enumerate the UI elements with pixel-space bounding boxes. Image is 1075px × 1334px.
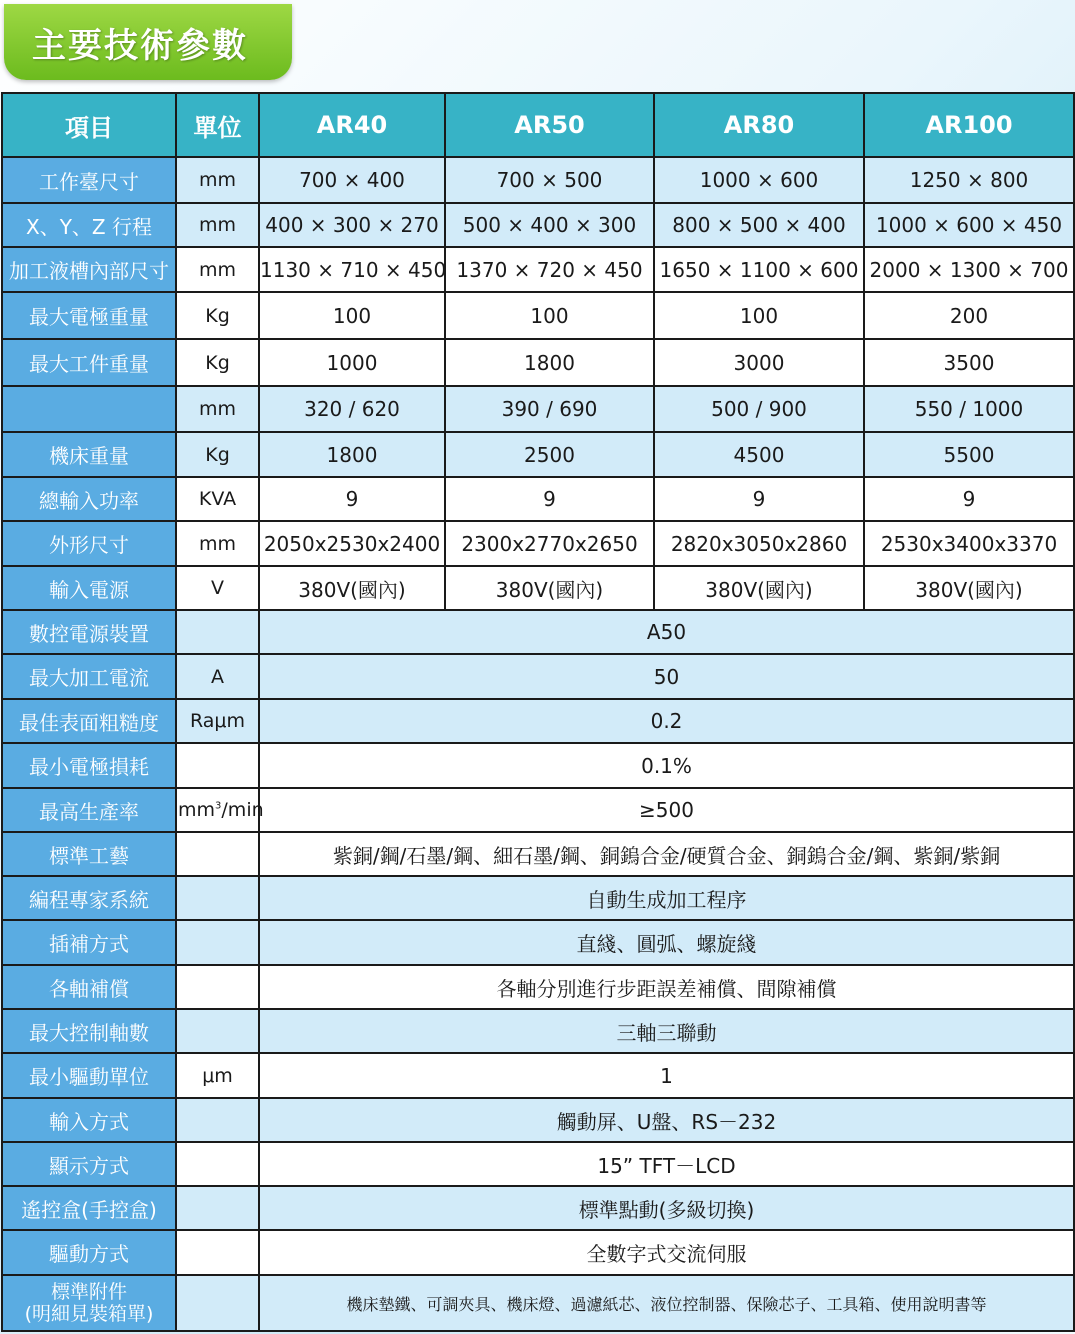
cell-value: 1370 × 720 × 450 xyxy=(445,247,654,292)
row-unit xyxy=(176,876,259,920)
cell-value: 380V(國內) xyxy=(864,566,1074,610)
row-unit: mm xyxy=(176,157,259,203)
row-unit xyxy=(176,1230,259,1275)
table-row xyxy=(2,965,1074,1009)
row-unit xyxy=(176,920,259,965)
merged-cell-value: 紫銅/鋼/石墨/鋼、細石墨/鋼、銅鎢合金/硬質合金、銅鎢合金/鋼、紫銅/紫銅 xyxy=(259,832,1074,876)
row-unit xyxy=(176,1275,259,1331)
row-unit xyxy=(176,1009,259,1053)
header-model-ar40: AR40 xyxy=(259,93,445,157)
merged-cell-value: 標準點動(多級切換) xyxy=(259,1186,1074,1230)
merged-cell-value: ≥500 xyxy=(259,788,1074,832)
cell-value: 2820x3050x2860 xyxy=(654,521,864,566)
cell-value: 1000 × 600 × 450 xyxy=(864,203,1074,247)
cell-value: 1000 × 600 xyxy=(654,157,864,203)
table-row xyxy=(2,566,1074,610)
section-title: 主要技術參數 xyxy=(32,25,248,66)
cell-value: 200 xyxy=(864,292,1074,339)
row-unit: mm xyxy=(176,386,259,432)
cell-value: 1800 xyxy=(445,339,654,386)
cell-value: 380V(國內) xyxy=(654,566,864,610)
row-unit xyxy=(176,1142,259,1186)
row-label-line1: 標準附件 xyxy=(50,1281,127,1303)
section-title-tab xyxy=(4,4,292,80)
cell-value: 550 / 1000 xyxy=(864,386,1074,432)
row-label: 最大電極重量 xyxy=(2,292,176,339)
table-row xyxy=(2,432,1074,477)
cell-value: 500 × 400 × 300 xyxy=(445,203,654,247)
merged-cell-value: 0.2 xyxy=(259,699,1074,743)
row-unit: A xyxy=(176,654,259,699)
merged-cell-value: 0.1% xyxy=(259,743,1074,788)
cell-value: 380V(國內) xyxy=(445,566,654,610)
merged-cell-value: 1 xyxy=(259,1053,1074,1098)
cell-value: 2050x2530x2400 xyxy=(259,521,445,566)
row-unit xyxy=(176,965,259,1009)
row-label xyxy=(2,386,176,432)
table-row xyxy=(2,654,1074,699)
merged-cell-value: 各軸分別進行步距誤差補償、間隙補償 xyxy=(259,965,1074,1009)
row-unit: Kg xyxy=(176,339,259,386)
row-unit xyxy=(176,1186,259,1230)
row-label: 各軸補償 xyxy=(2,965,176,1009)
table-row xyxy=(2,920,1074,965)
row-label: 外形尺寸 xyxy=(2,521,176,566)
table-row xyxy=(2,477,1074,521)
row-label-line2: (明細見裝箱單) xyxy=(24,1303,154,1325)
cell-value: 380V(國內) xyxy=(259,566,445,610)
row-label: 遙控盒(手控盒) xyxy=(2,1186,176,1230)
row-label: 總輸入功率 xyxy=(2,477,176,521)
row-label: 最高生產率 xyxy=(2,788,176,832)
table-row xyxy=(2,610,1074,654)
table-row xyxy=(2,292,1074,339)
cell-value: 2530x3400x3370 xyxy=(864,521,1074,566)
row-unit: μm xyxy=(176,1053,259,1098)
cell-value: 1130 × 710 × 450 xyxy=(259,247,445,292)
table-row xyxy=(2,832,1074,876)
row-label: 最大加工電流 xyxy=(2,654,176,699)
table-row xyxy=(2,247,1074,292)
row-unit: mm xyxy=(176,247,259,292)
row-label: 工作臺尺寸 xyxy=(2,157,176,203)
row-unit: Raμm xyxy=(176,699,259,743)
cell-value: 1000 xyxy=(259,339,445,386)
cell-value: 390 / 690 xyxy=(445,386,654,432)
row-unit xyxy=(176,610,259,654)
row-unit: Kg xyxy=(176,292,259,339)
cell-value: 100 xyxy=(259,292,445,339)
row-label: 加工液槽內部尺寸 xyxy=(2,247,176,292)
row-label: 數控電源裝置 xyxy=(2,610,176,654)
merged-cell-value: 50 xyxy=(259,654,1074,699)
merged-cell-value: A50 xyxy=(259,610,1074,654)
row-unit xyxy=(176,1098,259,1142)
row-unit: KVA xyxy=(176,477,259,521)
header-model-ar100: AR100 xyxy=(864,93,1074,157)
merged-cell-value: 直綫、圓弧、螺旋綫 xyxy=(259,920,1074,965)
table-row xyxy=(2,1009,1074,1053)
row-label: 機床重量 xyxy=(2,432,176,477)
table-row xyxy=(2,743,1074,788)
merged-cell-value: 機床墊鐵、可調夾具、機床燈、過濾紙芯、液位控制器、保險芯子、工具箱、使用說明書等 xyxy=(259,1275,1074,1331)
cell-value: 9 xyxy=(864,477,1074,521)
row-unit xyxy=(176,788,264,832)
cell-value: 2300x2770x2650 xyxy=(445,521,654,566)
cell-value: 500 / 900 xyxy=(654,386,864,432)
row-label: X、Y、Z 行程 xyxy=(2,203,176,247)
table-row xyxy=(2,1230,1074,1275)
merged-cell-value: 全數字式交流伺服 xyxy=(259,1230,1074,1275)
row-unit xyxy=(176,743,259,788)
cell-value: 9 xyxy=(654,477,864,521)
cell-value: 320 / 620 xyxy=(259,386,445,432)
cell-value: 1250 × 800 xyxy=(864,157,1074,203)
row-label: 輸入電源 xyxy=(2,566,176,610)
cell-value: 800 × 500 × 400 xyxy=(654,203,864,247)
cell-value: 2000 × 1300 × 700 xyxy=(864,247,1074,292)
table-row xyxy=(2,203,1074,247)
cell-value: 1650 × 1100 × 600 xyxy=(654,247,864,292)
table-row xyxy=(2,699,1074,743)
merged-cell-value: 觸動屏、U盤、RS－232 xyxy=(259,1098,1074,1142)
header-item: 項目 xyxy=(2,93,176,157)
unit-superscript: 3 xyxy=(215,800,222,812)
unit-tail: /min xyxy=(221,799,264,821)
row-label xyxy=(2,1275,176,1331)
row-unit xyxy=(176,832,259,876)
cell-value: 4500 xyxy=(654,432,864,477)
row-unit: V xyxy=(176,566,259,610)
row-label: 輸入方式 xyxy=(2,1098,176,1142)
cell-value: 700 × 500 xyxy=(445,157,654,203)
cell-value: 5500 xyxy=(864,432,1074,477)
table-row xyxy=(2,521,1074,566)
row-label: 最大控制軸數 xyxy=(2,1009,176,1053)
table-row xyxy=(2,1275,1074,1331)
row-label: 顯示方式 xyxy=(2,1142,176,1186)
row-label: 插補方式 xyxy=(2,920,176,965)
cell-value: 400 × 300 × 270 xyxy=(259,203,445,247)
table-row xyxy=(2,339,1074,386)
merged-cell-value: 15” TFT－LCD xyxy=(259,1142,1074,1186)
unit-main: mm xyxy=(178,799,216,821)
table-row xyxy=(2,1098,1074,1142)
header-unit: 單位 xyxy=(176,93,259,157)
table-header-row xyxy=(2,93,1074,157)
row-label: 標準工藝 xyxy=(2,832,176,876)
cell-value: 2500 xyxy=(445,432,654,477)
spec-table xyxy=(1,92,1075,1332)
cell-value: 700 × 400 xyxy=(259,157,445,203)
table-row xyxy=(2,1186,1074,1230)
cell-value: 3000 xyxy=(654,339,864,386)
row-label: 最大工件重量 xyxy=(2,339,176,386)
cell-value: 100 xyxy=(445,292,654,339)
cell-value: 9 xyxy=(445,477,654,521)
row-label: 驅動方式 xyxy=(2,1230,176,1275)
table-row xyxy=(2,157,1074,203)
table-row xyxy=(2,788,1074,832)
cell-value: 9 xyxy=(259,477,445,521)
row-label: 最小驅動單位 xyxy=(2,1053,176,1098)
cell-value: 100 xyxy=(654,292,864,339)
row-label: 最小電極損耗 xyxy=(2,743,176,788)
row-label: 編程專家系統 xyxy=(2,876,176,920)
merged-cell-value: 三軸三聯動 xyxy=(259,1009,1074,1053)
row-unit: mm xyxy=(176,521,259,566)
table-row xyxy=(2,386,1074,432)
row-label: 最佳表面粗糙度 xyxy=(2,699,176,743)
header-model-ar50: AR50 xyxy=(445,93,654,157)
header-model-ar80: AR80 xyxy=(654,93,864,157)
merged-cell-value: 自動生成加工程序 xyxy=(259,876,1074,920)
cell-value: 1800 xyxy=(259,432,445,477)
row-unit: mm xyxy=(176,203,259,247)
table-row xyxy=(2,1142,1074,1186)
table-row xyxy=(2,1053,1074,1098)
cell-value: 3500 xyxy=(864,339,1074,386)
table-row xyxy=(2,876,1074,920)
row-unit: Kg xyxy=(176,432,259,477)
